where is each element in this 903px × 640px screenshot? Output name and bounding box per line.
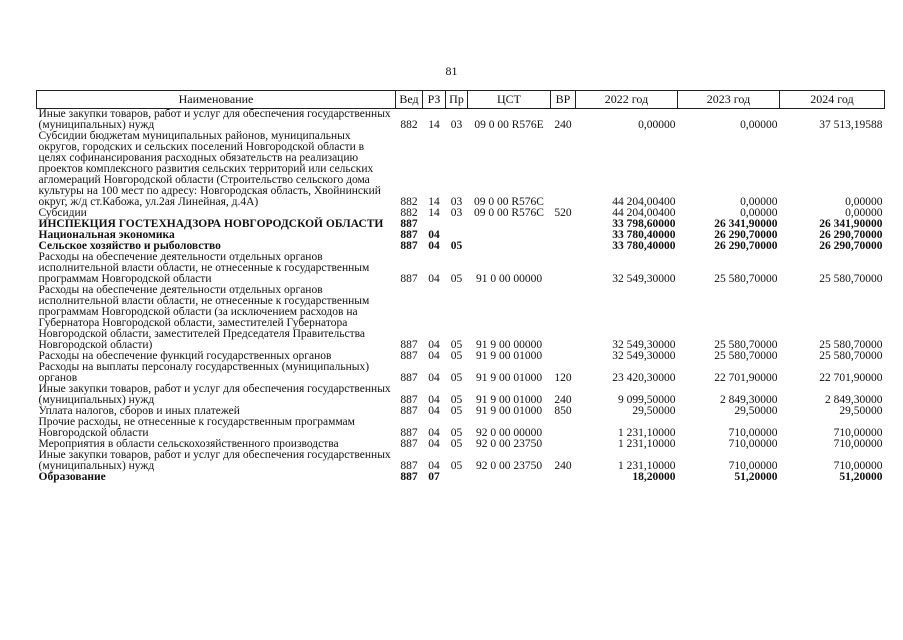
row-ved: 887 [400,240,418,252]
row-cst: 09 0 00 R576E [474,119,544,131]
row-ved: 887 [400,394,418,406]
header-rz: РЗ [423,91,446,109]
row-vr [551,252,576,285]
header-2023: 2023 год [678,91,780,109]
row-2024: 0,00000 [845,207,883,219]
row-2024: 710,00000 [833,438,883,450]
row-vr [551,351,576,362]
row-pr [446,472,468,483]
row-rz: 14 [428,207,440,219]
row-2023: 26 341,90000 [714,218,778,230]
row-2023: 25 580,70000 [714,273,778,285]
table-row [37,450,885,472]
row-cst: 91 9 00 01000 [475,350,543,362]
row-vr [551,417,576,439]
row-2023: 25 580,70000 [714,339,778,351]
row-2022: 9 099,50000 [618,394,676,406]
row-name: Сельское хозяйство и рыболовство [38,240,221,252]
row-vr: 850 [554,405,572,417]
row-cst [468,241,551,252]
row-2024: 26 290,70000 [819,240,883,252]
header-2024: 2024 год [780,91,885,109]
row-ved: 887 [400,229,418,241]
row-2023: 0,00000 [740,119,778,131]
row-pr: 03 [450,196,463,208]
row-ved: 887 [400,339,418,351]
row-pr: 05 [450,394,463,406]
row-2024: 710,00000 [833,460,883,472]
row-2023: 26 290,70000 [714,229,778,241]
row-cst [468,230,551,241]
row-name: Субсидии бюджетам муниципальных районов, муниципальных округов, городских и сельских поселений Новгородской области в целях софинансирования расходных обязательств на реализацию проектов комплексного развития сельских территорий или сельских агломераций Новгородской области (Строительство сельского дома культуры на 100 мест по адресу: Новгородская область, Хвойнинский округ, ж/д ст.Кабожа, ул.2ая Линейная, д.4А) [38,130,381,208]
row-rz: 14 [428,119,440,131]
row-pr: 05 [450,240,463,252]
row-name: Расходы на обеспечение функций государственных органов [38,350,332,362]
header-2022: 2022 год [576,91,678,109]
row-2022: 33 780,40000 [612,229,676,241]
row-vr: 240 [554,119,572,131]
header-ved: Вед [396,91,423,109]
row-cst: 91 0 00 00000 [475,273,543,285]
row-2024: 29,50000 [839,405,883,417]
row-pr: 05 [450,372,463,384]
row-pr: 03 [450,207,463,219]
row-rz: 14 [428,196,440,208]
row-vr: 240 [554,460,572,472]
row-2022: 44 204,00400 [612,196,676,208]
row-2024: 25 580,70000 [819,350,883,362]
row-cst: 92 0 00 23750 [475,460,543,472]
header-row [37,91,885,109]
row-cst: 91 9 00 01000 [475,394,543,406]
row-2023: 710,00000 [728,427,778,439]
row-2022: 29,50000 [632,405,676,417]
row-2023: 22 701,90000 [714,372,778,384]
row-2023: 51,20000 [734,471,778,483]
row-ved: 882 [400,119,418,131]
row-vr [551,285,576,351]
row-rz: 04 [428,339,440,351]
row-2024: 26 290,70000 [819,229,883,241]
row-name: Национальная экономика [38,229,175,241]
row-2022: 1 231,10000 [618,427,676,439]
row-pr: 05 [450,350,463,362]
table-row [37,362,885,384]
row-ved: 887 [400,471,418,483]
row-2022: 0,00000 [638,119,676,131]
row-cst: 09 0 00 R576С [474,196,544,208]
row-ved: 887 [400,460,418,472]
row-ved: 887 [400,218,418,230]
row-2024: 25 580,70000 [819,273,883,285]
row-vr: 240 [554,394,572,406]
row-name: ИНСПЕКЦИЯ ГОСТЕХНАДЗОРА НОВГОРОДСКОЙ ОБЛАСТИ [38,218,384,230]
row-2022: 32 549,30000 [612,350,676,362]
row-pr: 05 [450,405,463,417]
row-cst: 09 0 00 R576С [474,207,544,219]
table-header [37,91,885,109]
row-ved: 887 [400,372,418,384]
row-vr: 120 [554,372,572,384]
row-2023: 710,00000 [728,438,778,450]
row-ved: 882 [400,207,418,219]
table-row [37,109,885,132]
row-rz: 04 [428,427,440,439]
header-cst: ЦСТ [468,91,551,109]
row-rz: 04 [428,273,440,285]
row-cst: 92 0 00 00000 [475,427,543,439]
table-row [37,131,885,208]
row-2023: 26 290,70000 [714,240,778,252]
row-name: Расходы на обеспечение деятельности отдельных органов исполнительной власти области, не отнесенные к государственным программам Новгородской области [38,251,370,285]
row-vr [551,439,576,450]
row-vr [551,230,576,241]
row-cst: 91 9 00 01000 [475,372,543,384]
row-rz: 04 [428,240,440,252]
budget-table [36,90,885,483]
row-name: Расходы на обеспечение деятельности отдельных органов исполнительной власти области, не отнесенные к государственным программам Новгородской области (за исключением расходов на Губернатора Новгородской области, заместителей Губернатора Новгородской области, заместителей Председателя Правительства Новгородской области) [38,284,370,351]
table-row [37,285,885,351]
row-name: Прочие расходы, не отнесенные к государственным программам Новгородской области [38,416,355,439]
row-ved: 887 [400,350,418,362]
row-name: Иные закупки товаров, работ и услуг для обеспечения государственных (муниципальных) нужд [38,108,391,131]
row-rz: 04 [428,394,440,406]
row-vr [551,131,576,208]
row-ved: 882 [400,196,418,208]
row-2024: 25 580,70000 [819,339,883,351]
row-2024: 22 701,90000 [819,372,883,384]
table-row [37,472,885,483]
row-cst [468,472,551,483]
row-name: Мероприятия в области сельскохозяйственного производства [38,438,339,450]
row-vr [551,241,576,252]
row-rz: 04 [428,460,440,472]
row-2022: 1 231,10000 [618,438,676,450]
row-2024: 51,20000 [839,471,883,483]
row-pr: 05 [450,339,463,351]
row-2023: 0,00000 [740,207,778,219]
row-vr [551,219,576,230]
row-2024: 2 849,30000 [825,394,883,406]
row-vr [551,472,576,483]
row-2023: 2 849,30000 [720,394,778,406]
row-pr: 05 [450,460,463,472]
row-pr: 03 [450,119,463,131]
row-2023: 29,50000 [734,405,778,417]
row-cst: 92 0 00 23750 [475,438,543,450]
row-2022: 33 780,40000 [612,240,676,252]
row-name: Расходы на выплаты персоналу государственных (муниципальных) органов [38,361,370,384]
row-rz: 04 [428,350,440,362]
table-row [37,417,885,439]
row-2022: 23 420,30000 [612,372,676,384]
row-ved: 887 [400,427,418,439]
row-cst: 91 9 00 01000 [475,405,543,417]
row-name: Уплата налогов, сборов и иных платежей [38,405,240,417]
row-pr: 05 [450,438,463,450]
row-2024: 37 513,19588 [819,119,883,131]
row-2022: 1 231,10000 [618,460,676,472]
row-2023: 710,00000 [728,460,778,472]
row-cst [468,219,551,230]
row-ved: 887 [400,438,418,450]
row-pr [446,219,468,230]
row-name: Образование [38,471,106,483]
row-2024: 0,00000 [845,196,883,208]
row-name: Иные закупки товаров, работ и услуг для обеспечения государственных (муниципальных) нужд [38,449,391,472]
row-name: Иные закупки товаров, работ и услуг для обеспечения государственных (муниципальных) нужд [38,383,391,406]
row-rz: 04 [428,405,440,417]
table-row [37,252,885,285]
row-2023: 0,00000 [740,196,778,208]
row-2023: 25 580,70000 [714,350,778,362]
row-cst: 91 9 00 00000 [475,339,543,351]
page-number: 81 [445,64,458,78]
row-ved: 887 [400,405,418,417]
row-2022: 44 204,00400 [612,207,676,219]
row-2022: 18,20000 [632,471,676,483]
header-name: Наименование [37,91,396,109]
row-name: Субсидии [38,207,87,219]
row-rz: 04 [428,372,440,384]
row-pr: 05 [450,427,463,439]
row-2022: 32 549,30000 [612,273,676,285]
header-vr: ВР [551,91,576,109]
row-2024: 710,00000 [833,427,883,439]
row-2022: 32 549,30000 [612,339,676,351]
row-ved: 887 [400,273,418,285]
row-rz: 07 [428,471,440,483]
row-2024: 26 341,90000 [819,218,883,230]
row-rz: 04 [428,438,440,450]
table-body [37,109,885,484]
row-pr: 05 [450,273,463,285]
header-pr: Пр [446,91,468,109]
row-2022: 33 798,60000 [612,218,676,230]
row-rz: 04 [428,229,440,241]
table-row [37,384,885,406]
row-vr: 520 [554,207,572,219]
